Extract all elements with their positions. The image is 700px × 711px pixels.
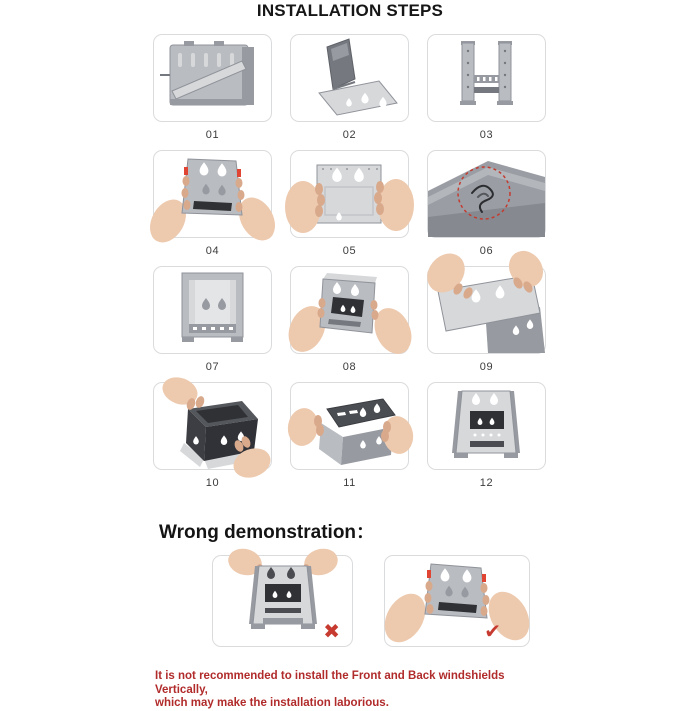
step-card-08 [290, 266, 409, 354]
step-number: 06 [479, 245, 494, 257]
step-number: 07 [205, 361, 220, 373]
stove-illustration-dark-box [154, 383, 271, 469]
stove-illustration-folded-flat [154, 35, 271, 121]
page-title: INSTALLATION STEPS [256, 1, 444, 20]
check-icon: ✔ [484, 621, 501, 643]
stove-illustration-hands-panel [154, 151, 271, 237]
stove-illustration-top-grate [291, 383, 408, 469]
step-card-12 [427, 382, 546, 470]
step-cell-10 [153, 382, 272, 498]
steps-grid [153, 34, 547, 498]
stove-illustration-open-box [154, 267, 271, 353]
step-cell-04 [153, 150, 272, 266]
stove-illustration-right-horizontal [385, 556, 529, 646]
step-cell-12 [427, 382, 546, 498]
step-number: 03 [479, 129, 494, 141]
step-cell-05 [290, 150, 409, 266]
step-number: 11 [343, 477, 356, 489]
step-card-02 [290, 34, 409, 122]
step-card-11 [290, 382, 409, 470]
stove-illustration-finished [428, 383, 545, 469]
step-card-04 [153, 150, 272, 238]
wrong-demo-heading: Wrong demonstration： [159, 522, 376, 543]
step-card-10 [153, 382, 272, 470]
step-card-03 [427, 34, 546, 122]
step-number: 05 [342, 245, 357, 257]
step-cell-03 [427, 34, 546, 150]
stove-illustration-latch-closeup [428, 151, 545, 237]
step-card-07 [153, 266, 272, 354]
stove-illustration-u-frame [428, 35, 545, 121]
stove-illustration-grip-panel [291, 151, 408, 237]
step-cell-01 [153, 34, 272, 150]
stove-illustration-base-panel [291, 35, 408, 121]
step-cell-11 [290, 382, 409, 498]
step-number: 12 [479, 477, 494, 489]
step-cell-07 [153, 266, 272, 382]
step-number: 10 [205, 477, 220, 489]
warning-note [155, 670, 555, 711]
x-icon: ✖ [323, 621, 340, 643]
step-card-06 [427, 150, 546, 238]
wrong-demo-card-vertical [212, 555, 353, 647]
wrong-demo-card-horizontal [384, 555, 530, 647]
step-number: 02 [342, 129, 357, 141]
step-card-05 [290, 150, 409, 238]
step-card-09 [427, 266, 546, 354]
warning-note-line-2: which may make the installation laborious. [155, 697, 389, 709]
step-number: 01 [205, 129, 220, 141]
step-number: 04 [205, 245, 220, 257]
step-number: 08 [342, 361, 357, 373]
step-number: 09 [479, 361, 494, 373]
step-cell-02 [290, 34, 409, 150]
step-cell-09 [427, 266, 546, 382]
warning-note-line-1: It is not recommended to install the Front and Back windshields Vertically, [155, 670, 505, 696]
stove-illustration-box-window [291, 267, 408, 353]
step-cell-08 [290, 266, 409, 382]
stove-illustration-corner-pinch [428, 267, 545, 353]
step-cell-06 [427, 150, 546, 266]
step-card-01 [153, 34, 272, 122]
